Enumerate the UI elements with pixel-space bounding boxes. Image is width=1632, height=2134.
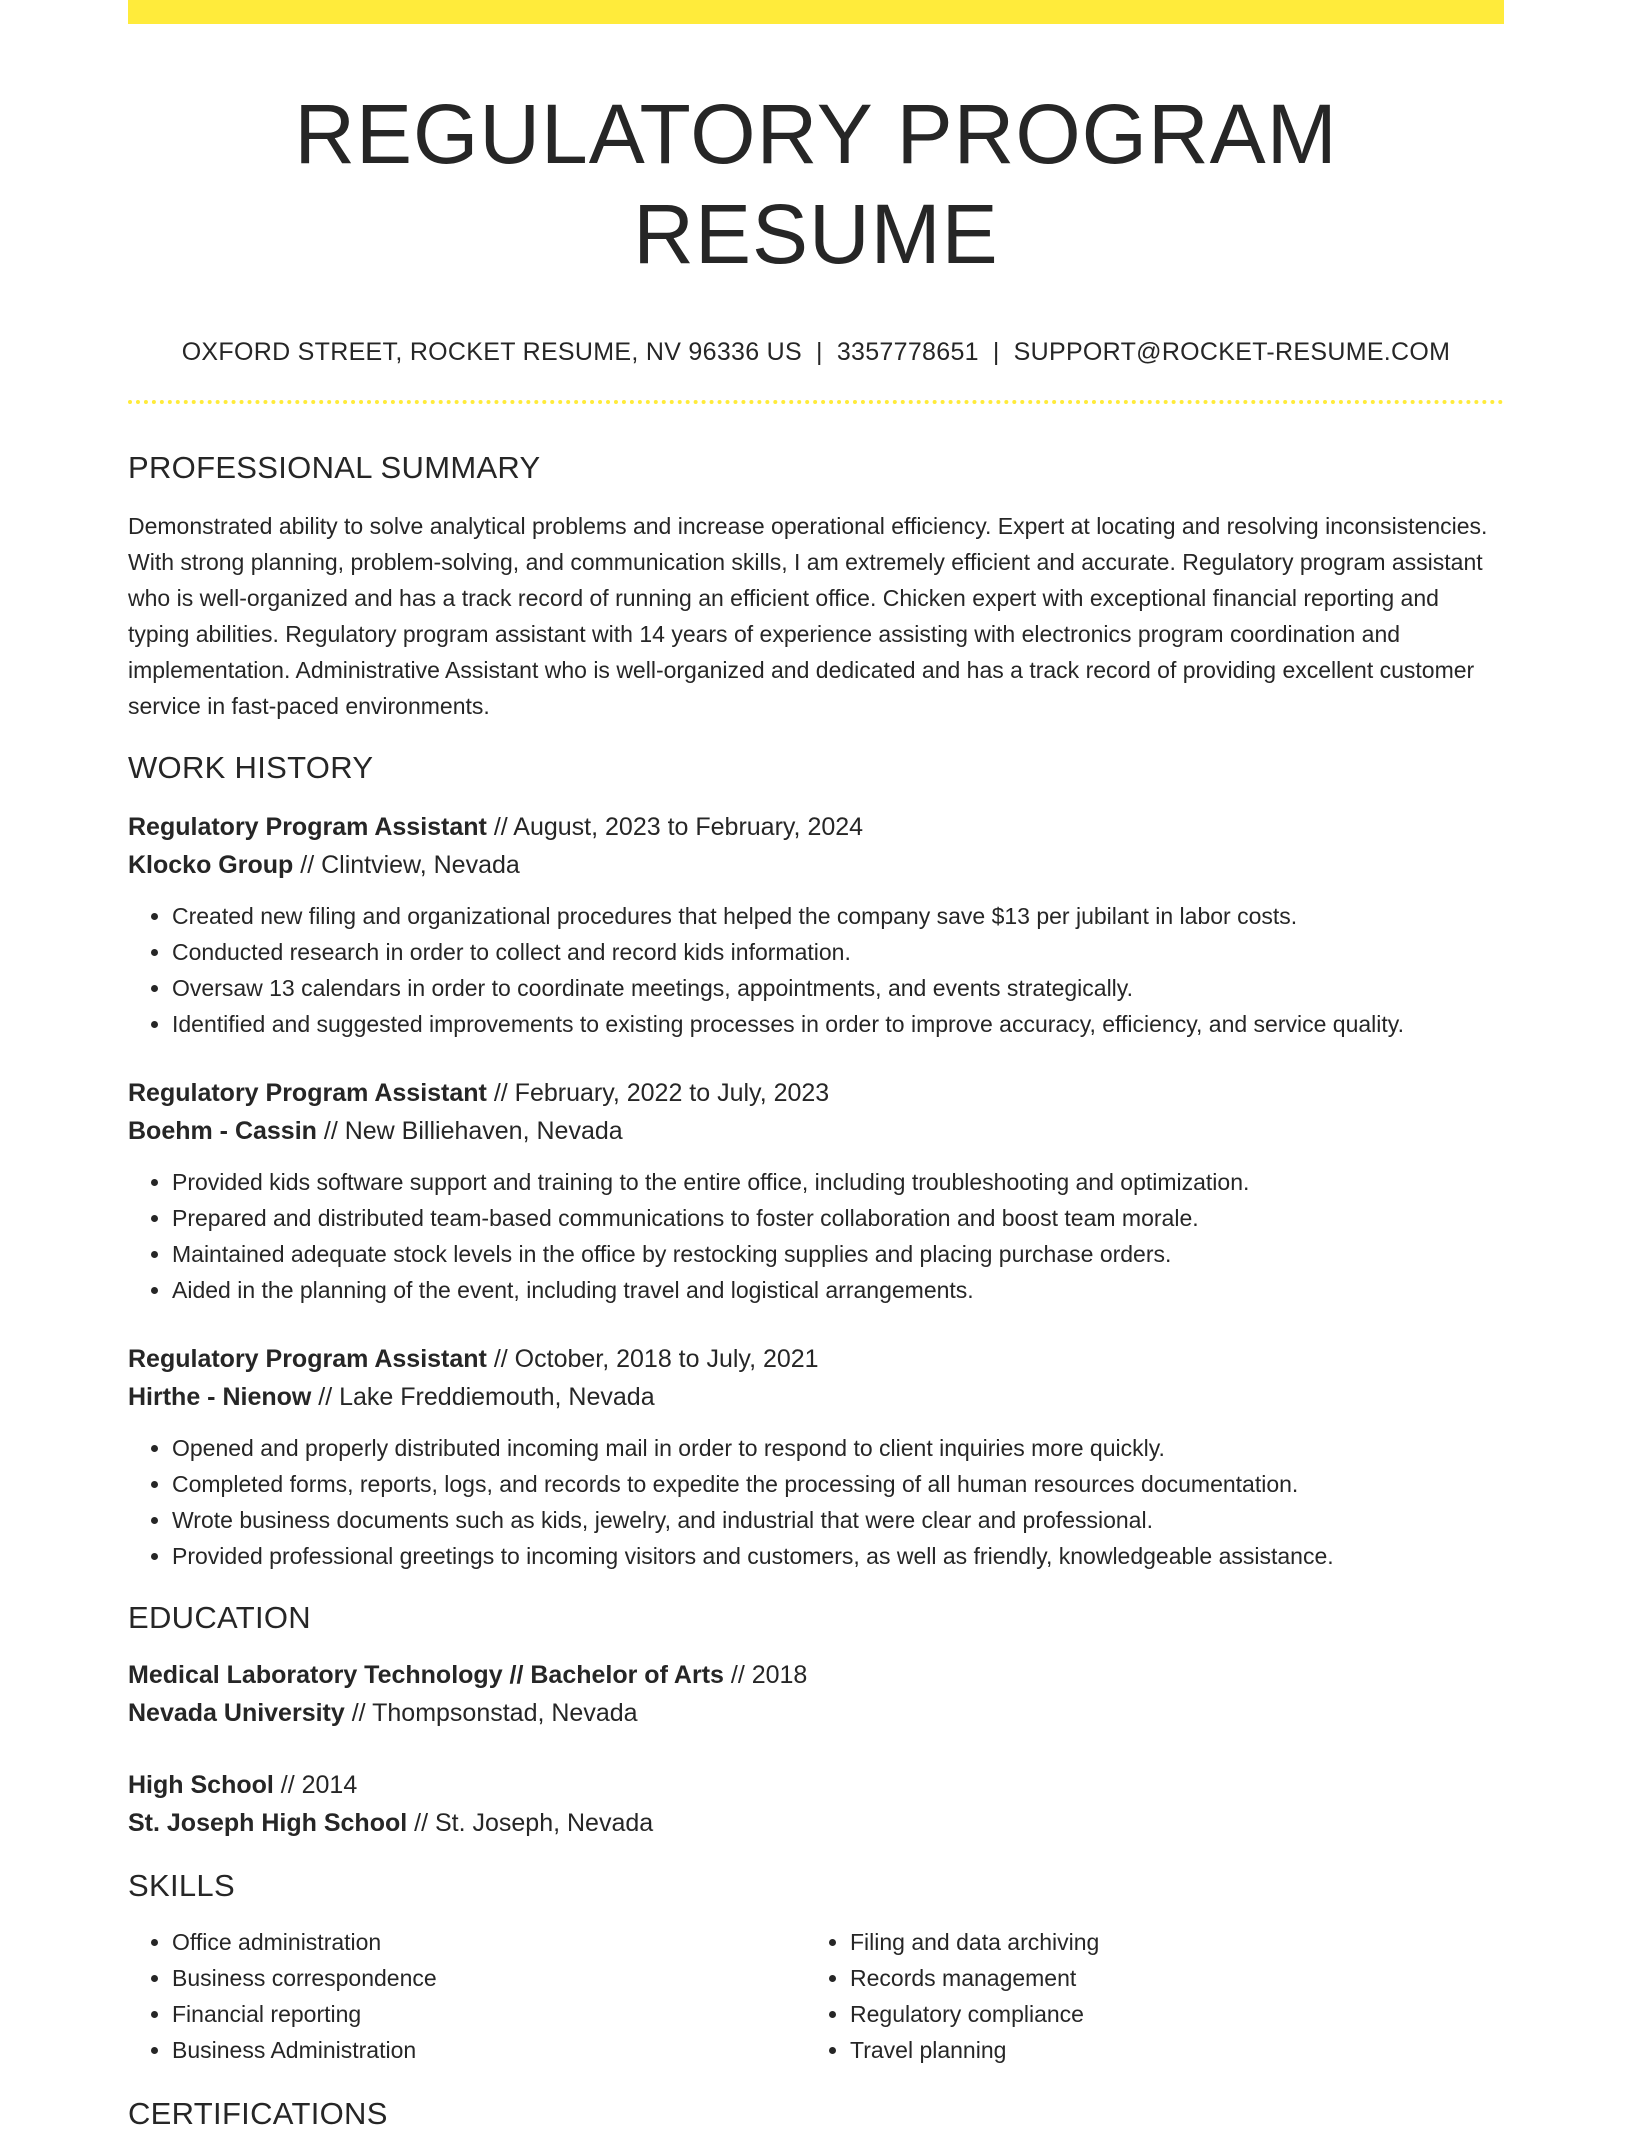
company-line bbox=[128, 846, 1504, 884]
school-name: St. Joseph High School bbox=[128, 1809, 408, 1837]
degree-year: // 2018 bbox=[723, 1661, 808, 1689]
list-item: • Maintained adequate stock levels in the office by restocking supplies and placing purchase orders. bbox=[172, 1236, 1504, 1272]
job-title: Regulatory Program Assistant bbox=[128, 1345, 487, 1373]
company-name: Hirthe - Nienow bbox=[128, 1383, 312, 1411]
list-item: • Office administration bbox=[172, 1924, 806, 1960]
job-title-line bbox=[128, 808, 1504, 846]
education-entry bbox=[128, 1766, 1504, 1842]
list-item: • Regulatory compliance bbox=[850, 1996, 1484, 2032]
education-entry bbox=[128, 1656, 1504, 1732]
company-line bbox=[128, 1112, 1504, 1150]
list-item: • Financial reporting bbox=[172, 1996, 806, 2032]
list-item: • Travel planning bbox=[850, 2032, 1484, 2068]
accent-top-bar bbox=[128, 0, 1504, 24]
skills-column-right bbox=[806, 1924, 1484, 2068]
company-name: Klocko Group bbox=[128, 851, 294, 879]
job-title: Regulatory Program Assistant bbox=[128, 1079, 487, 1107]
degree-line bbox=[128, 1656, 1504, 1694]
list-item: • Completed forms, reports, logs, and records to expedite the processing of all human resources documentation. bbox=[172, 1466, 1504, 1502]
school-line bbox=[128, 1804, 1504, 1842]
list-item: • Filing and data archiving bbox=[850, 1924, 1484, 1960]
education-heading: EDUCATION bbox=[128, 1600, 311, 1635]
job-dates: // February, 2022 to July, 2023 bbox=[486, 1079, 830, 1107]
school-line bbox=[128, 1694, 1504, 1732]
skills-column-left bbox=[128, 1924, 806, 2068]
job-bullets bbox=[128, 1430, 1504, 1574]
contact-separator: | bbox=[992, 338, 1000, 366]
job-title-line bbox=[128, 1340, 1504, 1378]
list-item: • Conducted research in order to collect and record kids information. bbox=[172, 934, 1504, 970]
degree-name: High School bbox=[128, 1771, 274, 1799]
contact-line bbox=[128, 336, 1504, 368]
company-line bbox=[128, 1378, 1504, 1416]
contact-separator: | bbox=[816, 338, 823, 366]
job-entry bbox=[128, 1074, 1504, 1308]
list-item: • Provided professional greetings to incoming visitors and customers, as well as friendly, knowledgeable assistance. bbox=[172, 1538, 1504, 1574]
degree-year: // 2014 bbox=[273, 1771, 358, 1799]
list-item: • Opened and properly distributed incoming mail in order to respond to client inquiries more quickly. bbox=[172, 1430, 1504, 1466]
job-entry bbox=[128, 808, 1504, 1042]
list-item: • Business Administration bbox=[172, 2032, 806, 2068]
list-item: • Business correspondence bbox=[172, 1960, 806, 1996]
degree-name: Medical Laboratory Technology // Bachelor of Arts bbox=[128, 1661, 724, 1689]
company-location: // Clintview, Nevada bbox=[293, 851, 520, 879]
degree-line bbox=[128, 1766, 1504, 1804]
resume-title: REGULATORY PROGRAM RESUME bbox=[294, 87, 1338, 281]
company-location: // New Billiehaven, Nevada bbox=[316, 1117, 623, 1145]
list-item: • Provided kids software support and training to the entire office, including troubleshooting and optimization. bbox=[172, 1164, 1504, 1200]
list-item: • Created new filing and organizational procedures that helped the company save $13 per jubilant in labor costs. bbox=[172, 898, 1504, 934]
job-dates: // October, 2018 to July, 2021 bbox=[486, 1345, 819, 1373]
dotted-divider bbox=[128, 400, 1504, 404]
company-name: Boehm - Cassin bbox=[128, 1117, 317, 1145]
list-item: • Wrote business documents such as kids, jewelry, and industrial that were clear and professional. bbox=[172, 1502, 1504, 1538]
job-title: Regulatory Program Assistant bbox=[128, 813, 487, 841]
company-location: // Lake Freddiemouth, Nevada bbox=[311, 1383, 655, 1411]
school-location: // Thompsonstad, Nevada bbox=[344, 1699, 638, 1727]
contact-email: SUPPORT@ROCKET-RESUME.COM bbox=[1013, 338, 1451, 366]
school-location: // St. Joseph, Nevada bbox=[407, 1809, 654, 1837]
skills-heading: SKILLS bbox=[128, 1868, 235, 1903]
list-item: • Prepared and distributed team-based communications to foster collaboration and boost team morale. bbox=[172, 1200, 1504, 1236]
contact-address: OXFORD STREET, ROCKET RESUME, NV 96336 US bbox=[181, 338, 803, 366]
summary-text: Demonstrated ability to solve analytical problems and increase operational efficiency. Expert at locating and resolving inconsistencies. With strong planning, problem-solving, and communication skills, I am extremely efficient and accurate. Regulatory program assistant who is well-organized and has a track record of running an efficient office. Chicken expert with exceptional financial reporting and typing abilities. Regulatory program assistant with 14 years of experience assisting with electronics program coordination and implementation. Administrative Assistant who is well-organized and dedicated and has a track record of providing excellent customer service in fast-paced environments. bbox=[128, 513, 1488, 719]
job-bullets bbox=[128, 1164, 1504, 1308]
job-bullets bbox=[128, 898, 1504, 1042]
school-name: Nevada University bbox=[128, 1699, 345, 1727]
job-title-line bbox=[128, 1074, 1504, 1112]
list-item: • Aided in the planning of the event, including travel and logistical arrangements. bbox=[172, 1272, 1504, 1308]
job-entry bbox=[128, 1340, 1504, 1574]
work-history-heading: WORK HISTORY bbox=[128, 750, 374, 785]
list-item: • Identified and suggested improvements to existing processes in order to improve accuracy, efficiency, and service quality. bbox=[172, 1006, 1504, 1042]
list-item: • Oversaw 13 calendars in order to coordinate meetings, appointments, and events strategically. bbox=[172, 970, 1504, 1006]
summary-heading: PROFESSIONAL SUMMARY bbox=[128, 450, 541, 485]
skills-list bbox=[128, 1924, 1504, 2068]
contact-phone: 3357778651 bbox=[836, 338, 979, 366]
job-dates: // August, 2023 to February, 2024 bbox=[486, 813, 864, 841]
list-item: • Records management bbox=[850, 1960, 1484, 1996]
certifications-heading: CERTIFICATIONS bbox=[128, 2096, 388, 2131]
resume-page bbox=[128, 0, 1504, 2134]
